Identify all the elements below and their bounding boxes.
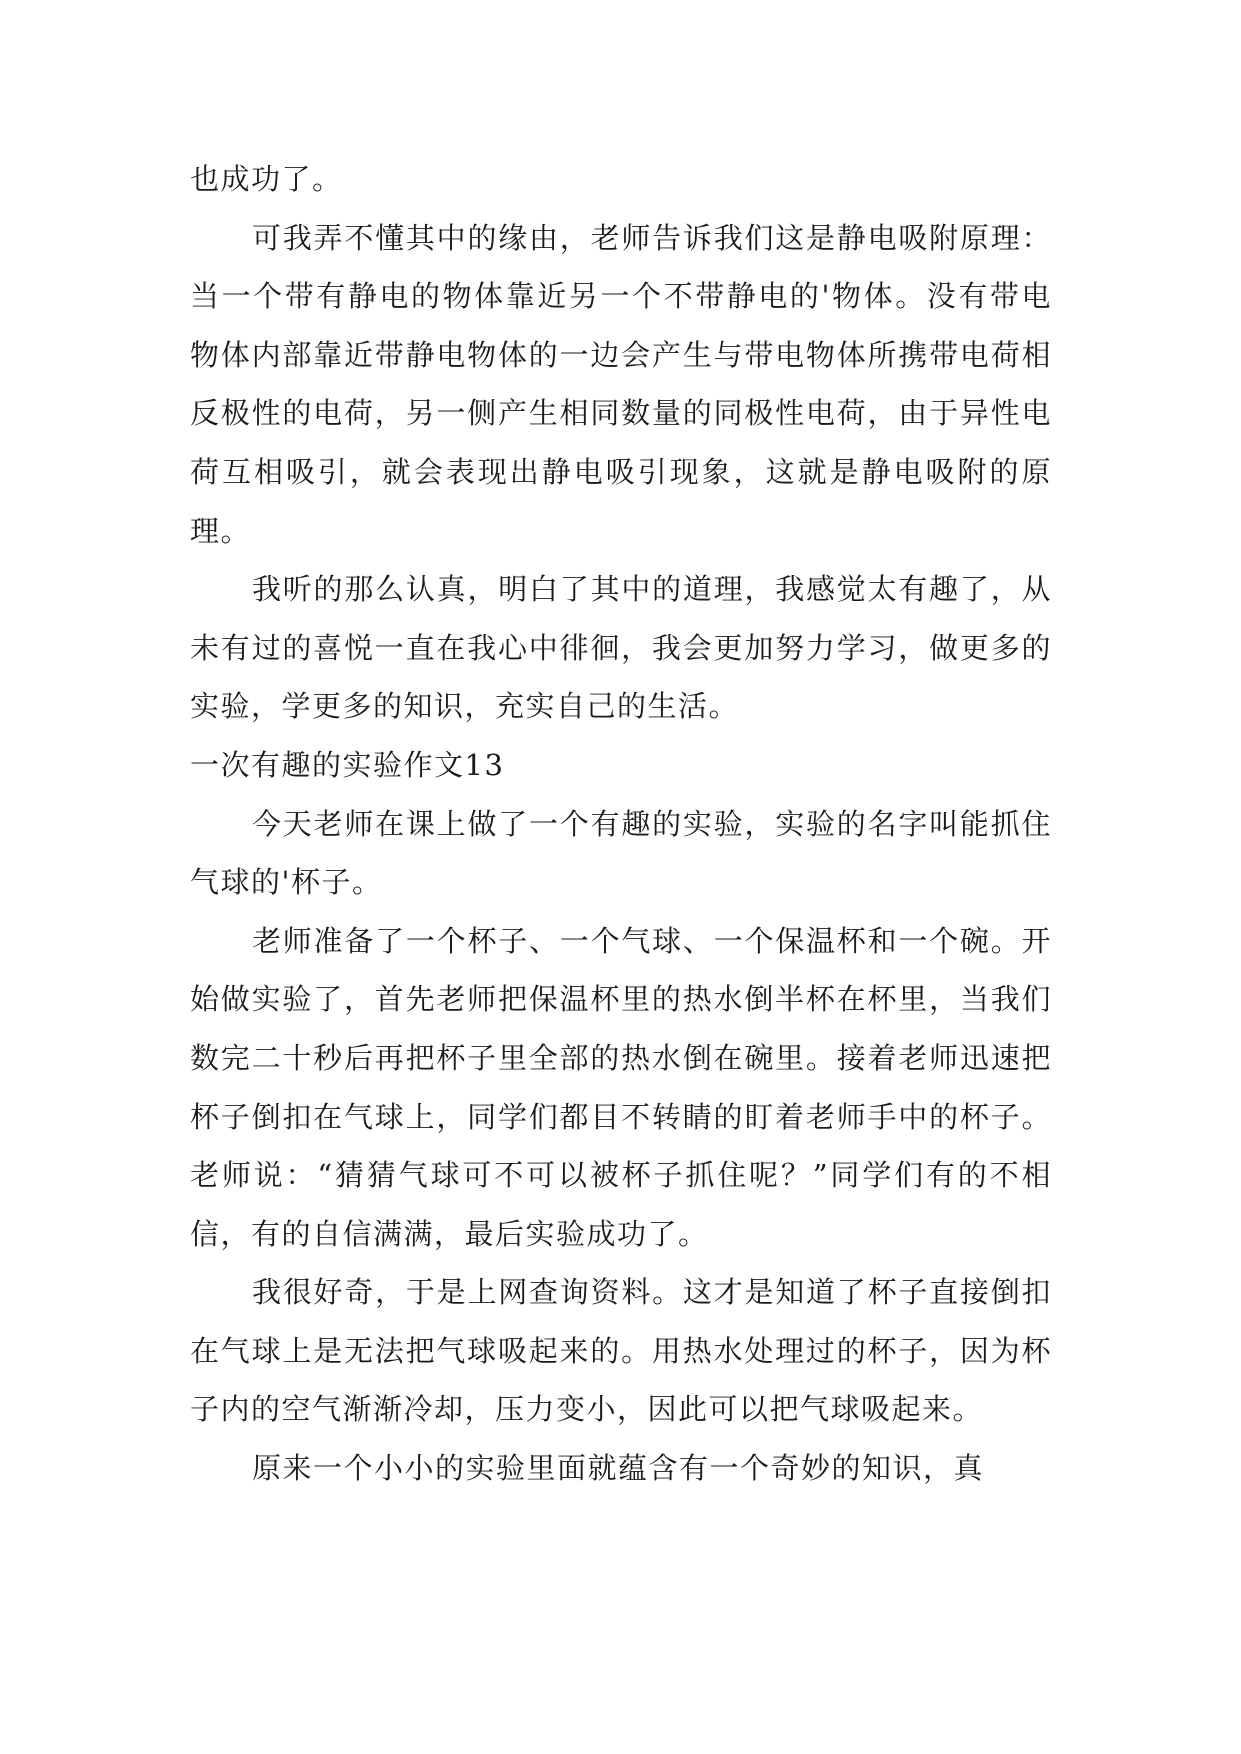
paragraph-continuation: 也成功了。: [190, 162, 343, 196]
paragraph-electrostatic-principle: 可我弄不懂其中的缘由，老师告诉我们这是静电吸附原理：当一个带有静电的物体靠近另一个不带静电的'物体。没有带电物体内部靠近带静电物体的一边会产生与带电物体所携带电荷相反极性的电荷，另一侧产生相同数量的同极性电荷，由于异性电荷互相吸引，就会表现出静电吸引现象，这就是静电吸附的原理。: [190, 220, 1052, 548]
article-body: [190, 150, 1052, 1498]
paragraph-reflection: 我听的那么认真，明白了其中的道理，我感觉太有趣了，从未有过的喜悦一直在我心中徘徊，我会更加努力学习，做更多的实验，学更多的知识，充实自己的生活。: [190, 572, 1052, 724]
paragraph-intro: 今天老师在课上做了一个有趣的实验，实验的名字叫能抓住气球的'杯子。: [190, 806, 1052, 900]
paragraph-explanation: 我很好奇，于是上网查询资料。这才是知道了杯子直接倒扣在气球上是无法把气球吸起来的。用热水处理过的杯子，因为杯子内的空气渐渐冷却，压力变小，因此可以把气球吸起来。: [190, 1275, 1052, 1427]
section-heading: 一次有趣的实验作文13: [190, 747, 505, 782]
paragraph-conclusion: 原来一个小小的实验里面就蕴含有一个奇妙的知识，真: [252, 1451, 985, 1486]
paragraph-procedure: 老师准备了一个杯子、一个气球、一个保温杯和一个碗。开始做实验了，首先老师把保温杯里的热水倒半杯在杯里，当我们数完二十秒后再把杯子里全部的热水倒在碗里。接着老师迅速把杯子倒扣在气球上，同学们都目不转睛的盯着老师手中的杯子。老师说：“猜猜气球可不可以被杯子抓住呢？”同学们有的不相信，有的自信满满，最后实验成功了。: [190, 923, 1052, 1251]
